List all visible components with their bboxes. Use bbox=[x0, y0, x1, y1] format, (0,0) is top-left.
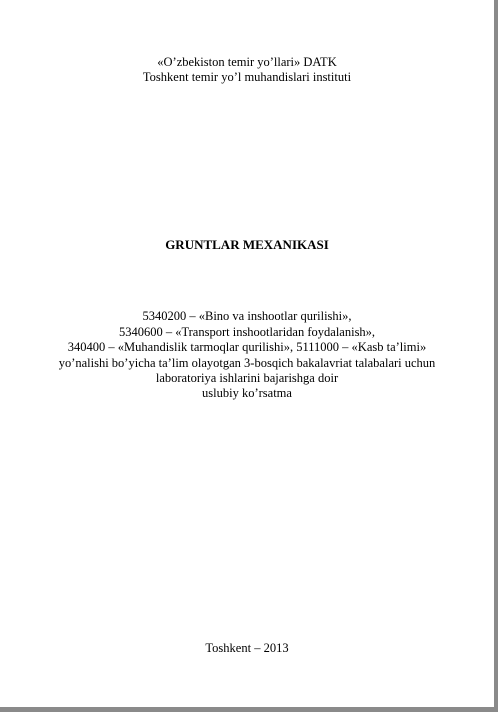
specialty-line: 5340600 – «Transport inshootlaridan foydalanish», bbox=[118, 325, 376, 339]
document-title: GRUNTLAR MEXANIKASI bbox=[165, 237, 329, 252]
place-year: Toshkent – 2013 bbox=[205, 641, 289, 655]
specialty-line: 5340200 – «Bino va inshootlar qurilishi», bbox=[142, 309, 352, 323]
description-line: uslubiy ko’rsatma bbox=[202, 386, 292, 400]
specialty-line: 340400 – «Muhandislik tarmoqlar qurilishi», 5111000 – «Kasb ta’limi» bbox=[67, 340, 427, 354]
description-line: laboratoriya ishlarini bajarishga doir bbox=[155, 371, 339, 385]
description-line: yo’nalishi bo’yicha ta’lim olayotgan 3-bosqich bakalavriat talabalari uchun bbox=[58, 356, 436, 370]
institute-name: Toshkent temir yo’l muhandislari instituti bbox=[142, 70, 352, 84]
organization-name: «O’zbekiston temir yo’llari» DATK bbox=[157, 55, 337, 69]
